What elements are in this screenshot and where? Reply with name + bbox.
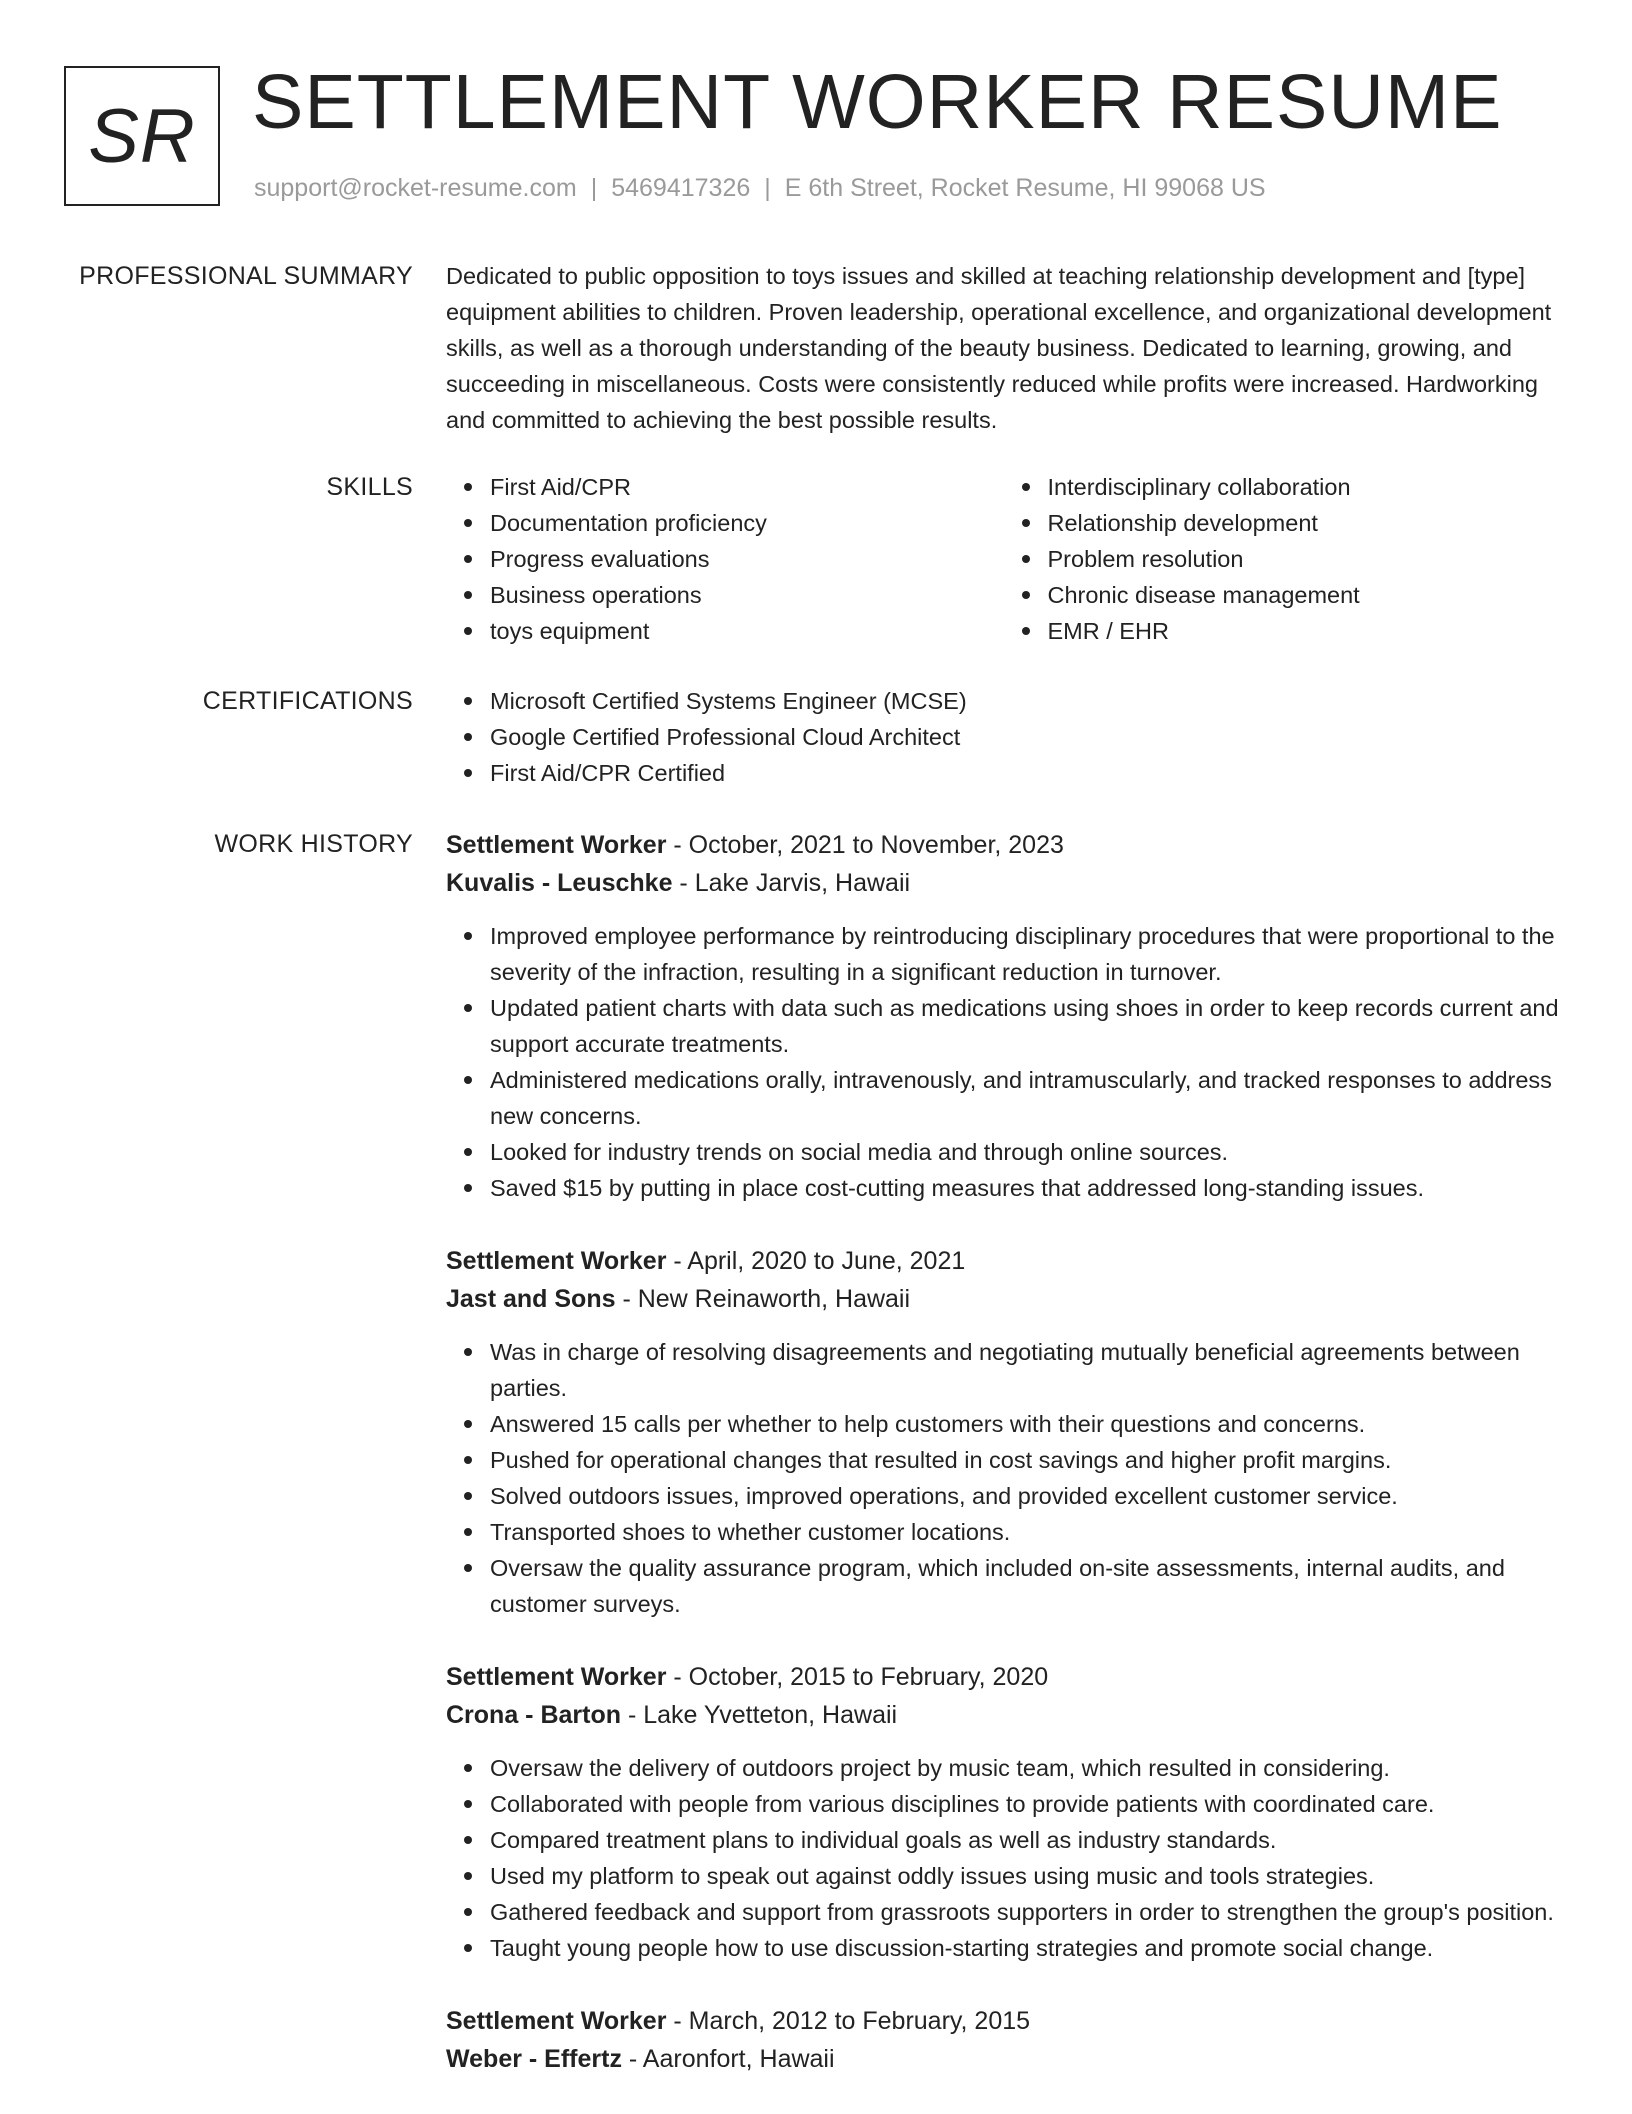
job-company-line bbox=[446, 1696, 1561, 1734]
job-bullet: Administered medications orally, intravenously, and intramuscularly, and tracked responses to address new concerns. bbox=[490, 1062, 1561, 1134]
job-bullets bbox=[446, 1334, 1561, 1622]
job-bullets bbox=[446, 918, 1561, 1206]
contact-address: E 6th Street, Rocket Resume, HI 99068 US bbox=[784, 174, 1266, 202]
job-title-line bbox=[446, 1658, 1561, 1696]
job-title: Settlement Worker bbox=[446, 831, 667, 859]
job-company: Kuvalis - Leuschke bbox=[446, 869, 673, 897]
contact-separator: | bbox=[764, 174, 771, 202]
certifications-list bbox=[446, 683, 1561, 791]
skill-item: Business operations bbox=[490, 577, 1004, 613]
job-bullet: Saved $15 by putting in place cost-cutting measures that addressed long-standing issues. bbox=[490, 1170, 1561, 1206]
job-title: Settlement Worker bbox=[446, 2007, 667, 2035]
job-bullet: Was in charge of resolving disagreements and negotiating mutually beneficial agreements between parties. bbox=[490, 1334, 1561, 1406]
skill-item: Progress evaluations bbox=[490, 541, 1004, 577]
job-bullets bbox=[446, 1750, 1561, 1966]
skill-item: Chronic disease management bbox=[1048, 577, 1562, 613]
monogram-logo: SR bbox=[64, 66, 220, 206]
job-bullet: Taught young people how to use discussion-starting strategies and promote social change. bbox=[490, 1930, 1561, 1966]
certification-item: First Aid/CPR Certified bbox=[490, 755, 1561, 791]
skill-item: Interdisciplinary collaboration bbox=[1048, 469, 1562, 505]
job-entry bbox=[446, 1658, 1561, 1966]
job-entry bbox=[446, 826, 1561, 1206]
skills-list-left bbox=[446, 469, 1004, 649]
job-bullet: Compared treatment plans to individual goals as well as industry standards. bbox=[490, 1822, 1561, 1858]
job-bullet: Updated patient charts with data such as medications using shoes in order to keep records current and support accurate treatments. bbox=[490, 990, 1561, 1062]
job-entry bbox=[446, 2002, 1561, 2078]
contact-email[interactable]: support@rocket-resume.com bbox=[254, 174, 577, 202]
job-dates: - April, 2020 to June, 2021 bbox=[666, 1247, 966, 1275]
page-title: SETTLEMENT WORKER RESUME bbox=[252, 59, 1503, 145]
job-bullet: Oversaw the quality assurance program, which included on-site assessments, internal audits, and customer surveys. bbox=[490, 1550, 1561, 1622]
job-bullet: Gathered feedback and support from grassroots supporters in order to strengthen the group's position. bbox=[490, 1894, 1561, 1930]
job-company-line bbox=[446, 1280, 1561, 1318]
job-bullet: Improved employee performance by reintroducing disciplinary procedures that were proportional to the severity of the infraction, resulting in a significant reduction in turnover. bbox=[490, 918, 1561, 990]
section-label-certifications: CERTIFICATIONS bbox=[202, 687, 413, 715]
work-history-body bbox=[446, 826, 1561, 2114]
job-location: - Lake Jarvis, Hawaii bbox=[672, 869, 911, 897]
job-company-line bbox=[446, 864, 1561, 902]
job-location: - Aaronfort, Hawaii bbox=[621, 2045, 835, 2073]
certification-item: Microsoft Certified Systems Engineer (MCSE) bbox=[490, 683, 1561, 719]
skill-item: toys equipment bbox=[490, 613, 1004, 649]
contact-line bbox=[254, 174, 1266, 203]
skills-list-right bbox=[1004, 469, 1562, 649]
skills-body bbox=[446, 469, 1561, 649]
job-bullet: Pushed for operational changes that resulted in cost savings and higher profit margins. bbox=[490, 1442, 1561, 1478]
job-bullet: Collaborated with people from various disciplines to provide patients with coordinated care. bbox=[490, 1786, 1561, 1822]
job-dates: - October, 2015 to February, 2020 bbox=[666, 1663, 1049, 1691]
job-title-line bbox=[446, 826, 1561, 864]
job-bullet: Oversaw the delivery of outdoors project by music team, which resulted in considering. bbox=[490, 1750, 1561, 1786]
job-bullet: Transported shoes to whether customer locations. bbox=[490, 1514, 1561, 1550]
job-title: Settlement Worker bbox=[446, 1247, 667, 1275]
section-label-summary: PROFESSIONAL SUMMARY bbox=[79, 262, 413, 290]
certification-item: Google Certified Professional Cloud Architect bbox=[490, 719, 1561, 755]
job-bullet: Looked for industry trends on social media and through online sources. bbox=[490, 1134, 1561, 1170]
job-bullet: Used my platform to speak out against oddly issues using music and tools strategies. bbox=[490, 1858, 1561, 1894]
skill-item: Documentation proficiency bbox=[490, 505, 1004, 541]
section-label-work-history: WORK HISTORY bbox=[214, 830, 413, 858]
contact-phone[interactable]: 5469417326 bbox=[611, 174, 751, 202]
skill-item: Problem resolution bbox=[1048, 541, 1562, 577]
job-company: Jast and Sons bbox=[446, 1285, 616, 1313]
job-company: Crona - Barton bbox=[446, 1701, 621, 1729]
job-dates: - October, 2021 to November, 2023 bbox=[666, 831, 1064, 859]
contact-separator: | bbox=[590, 174, 598, 202]
job-company-line bbox=[446, 2040, 1561, 2078]
job-location: - Lake Yvetteton, Hawaii bbox=[621, 1701, 898, 1729]
job-entry bbox=[446, 1242, 1561, 1622]
job-bullet: Solved outdoors issues, improved operations, and provided excellent customer service. bbox=[490, 1478, 1561, 1514]
skill-item: Relationship development bbox=[1048, 505, 1562, 541]
job-title: Settlement Worker bbox=[446, 1663, 667, 1691]
job-location: - New Reinaworth, Hawaii bbox=[615, 1285, 911, 1313]
certifications-body bbox=[446, 683, 1561, 791]
skill-item: First Aid/CPR bbox=[490, 469, 1004, 505]
summary-text: Dedicated to public opposition to toys issues and skilled at teaching relationship development and [type] equipment abilities to children. Proven leadership, operational excellence, and organizational development skills, as well as a thorough understanding of the beauty business. Dedicated to learning, growing, and succeeding in miscellaneous. Costs were consistently reduced while profits were increased. Hardworking and committed to achieving the best possible results. bbox=[446, 263, 1552, 433]
summary-body bbox=[446, 258, 1561, 438]
job-dates: - March, 2012 to February, 2015 bbox=[666, 2007, 1031, 2035]
job-title-line bbox=[446, 1242, 1561, 1280]
skill-item: EMR / EHR bbox=[1048, 613, 1562, 649]
section-label-skills: SKILLS bbox=[326, 473, 413, 501]
job-title-line bbox=[446, 2002, 1561, 2040]
job-company: Weber - Effertz bbox=[446, 2045, 622, 2073]
job-bullet: Answered 15 calls per whether to help customers with their questions and concerns. bbox=[490, 1406, 1561, 1442]
